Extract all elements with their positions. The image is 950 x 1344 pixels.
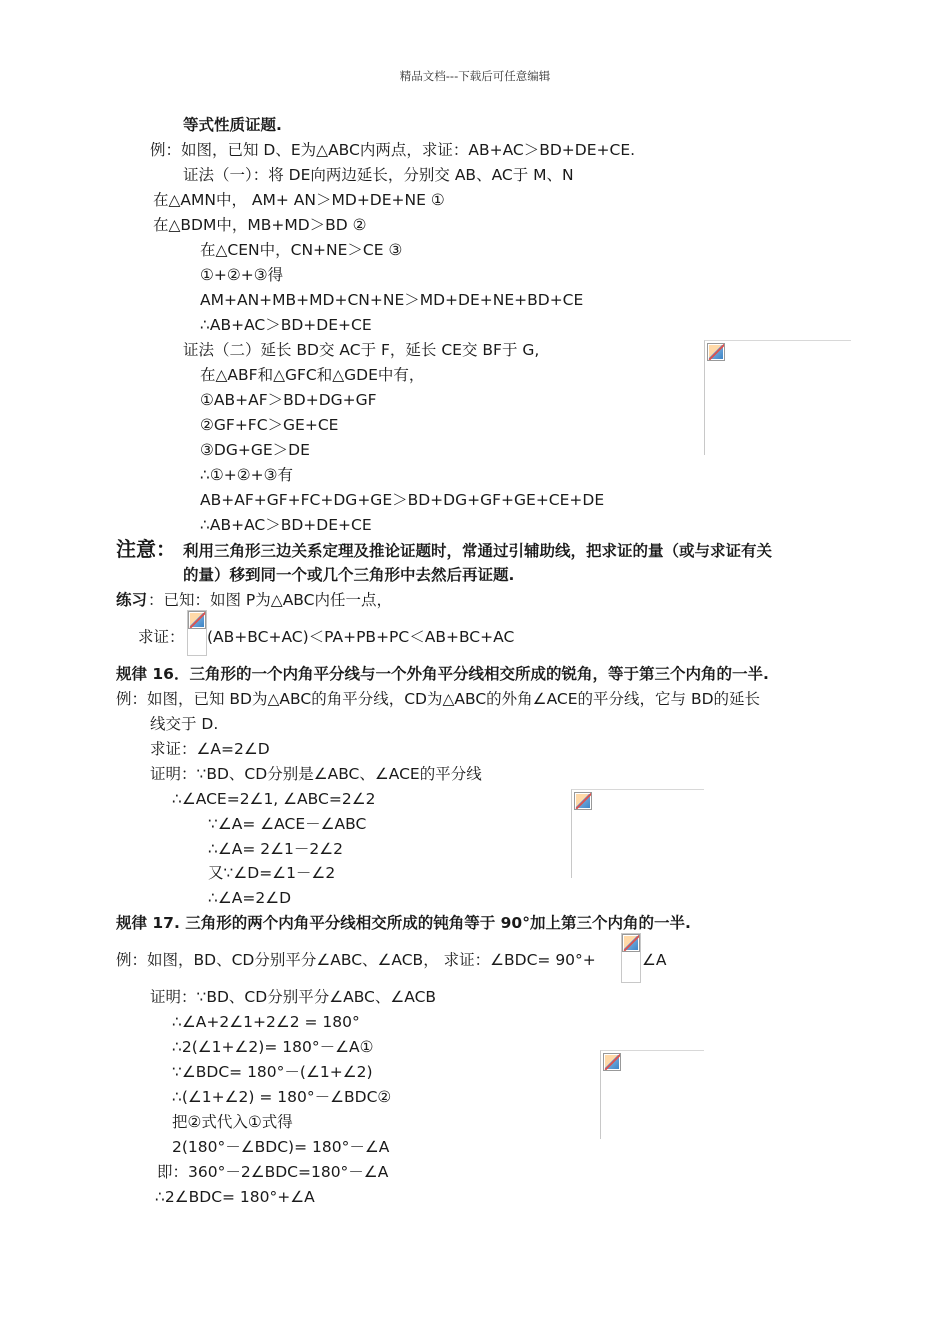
text-line: 利用三角形三边关系定理及推论证题时，常通过引辅助线，把求证的量（或与求证有关 (183, 542, 773, 560)
broken-image-icon (188, 611, 206, 629)
text-line: 在△ABF和△GFC和△GDE中有， (200, 366, 425, 384)
text-line: ∠A (642, 951, 667, 969)
text-line: 在△CEN中，CN+NE＞CE ③ (200, 241, 403, 259)
text-line: ∵∠BDC= 180°－(∠1+∠2) (172, 1063, 373, 1081)
broken-image-icon (707, 343, 725, 361)
text-line: ∴AB+AC＞BD+DE+CE (200, 516, 372, 534)
text-line: ∵∠A= ∠ACE－∠ABC (208, 815, 367, 833)
text-line: ①+②+③得 (200, 266, 284, 284)
text-line: 证明：∵BD、CD分别是∠ABC、∠ACE的平分线 (150, 765, 482, 783)
text-line: ∴∠A=2∠D (208, 889, 292, 907)
text-line: ∴∠ACE=2∠1, ∠ABC=2∠2 (172, 790, 376, 808)
text-line: 求证：∠A=2∠D (150, 740, 270, 758)
text-line: 证法（二）延长 BD交 AC于 F，延长 CE交 BF于 G, (183, 341, 540, 359)
text-line: 的量）移到同一个或几个三角形中去然后再证题. (183, 566, 515, 584)
figure-placeholder-2 (187, 610, 207, 656)
text-line: 又∵∠D=∠1－∠2 (208, 864, 336, 882)
text-line: 注意： (116, 537, 176, 561)
page-header: 精品文档---下载后可任意编辑 (399, 69, 551, 83)
figure-placeholder-5 (600, 1050, 704, 1139)
text-line: (AB+BC+AC)＜PA+PB+PC＜AB+BC+AC (207, 628, 515, 646)
text-line: AM+AN+MB+MD+CN+NE＞MD+DE+NE+BD+CE (200, 291, 584, 309)
text-line: 即：360°－2∠BDC=180°－∠A (157, 1163, 389, 1181)
text-line: 2(180°－∠BDC)= 180°－∠A (172, 1138, 390, 1156)
text-line: ∴AB+AC＞BD+DE+CE (200, 316, 372, 334)
figure-placeholder-3 (571, 789, 704, 878)
text-line: ∴2(∠1+∠2)= 180°－∠A① (172, 1038, 374, 1056)
text-line: ②GF+FC＞GE+CE (200, 416, 339, 434)
text-line: ∴∠A= 2∠1－2∠2 (208, 840, 344, 858)
broken-image-icon (574, 792, 592, 810)
text-line: 把②式代入①式得 (172, 1113, 293, 1131)
text-line: 证明：∵BD、CD分别平分∠ABC、∠ACB (150, 988, 437, 1006)
text-line: ∴∠A+2∠1+2∠2 = 180° (172, 1013, 360, 1031)
text-line: 例：如图，BD、CD分别平分∠ABC、∠ACB， 求证：∠BDC= 90°+ (116, 951, 596, 969)
text-line: ①AB+AF＞BD+DG+GF (200, 391, 377, 409)
text-line: 等式性质证题. (183, 116, 282, 134)
text-line: 在△AMN中， AM+ AN＞MD+DE+NE ① (153, 191, 445, 209)
text-line: ③DG+GE＞DE (200, 441, 310, 459)
text-line: 例：如图，已知 BD为△ABC的角平分线，CD为△ABC的外角∠ACE的平分线，它与 BD的延长 (116, 690, 761, 708)
text-line: 规律 17. 三角形的两个内角平分线相交所成的钝角等于 90°加上第三个内角的一半. (116, 914, 691, 932)
text-line: ∴①+②+③有 (200, 466, 294, 484)
broken-image-icon (622, 934, 640, 952)
figure-placeholder-4 (621, 933, 641, 983)
text-line: ：已知：如图 P为△ABC内任一点， (148, 591, 392, 609)
text-line: ∴2∠BDC= 180°+∠A (155, 1188, 315, 1206)
text-line: ∴(∠1+∠2) = 180°－∠BDC② (172, 1088, 392, 1106)
broken-image-icon (603, 1053, 621, 1071)
text-line: 求证： (138, 628, 185, 646)
text-line: 证法（一）：将 DE向两边延长，分别交 AB、AC于 M、N (183, 166, 574, 184)
text-line: 练习 (116, 591, 148, 609)
figure-placeholder-1 (704, 340, 851, 455)
text-line: 线交于 D. (150, 715, 219, 733)
text-line: AB+AF+GF+FC+DG+GE＞BD+DG+GF+GE+CE+DE (200, 491, 605, 509)
text-line: 规律 16．三角形的一个内角平分线与一个外角平分线相交所成的锐角，等于第三个内角的一半. (116, 665, 769, 683)
text-line: 在△BDM中，MB+MD＞BD ② (153, 216, 367, 234)
text-line: 例：如图，已知 D、E为△ABC内两点，求证：AB+AC＞BD+DE+CE. (150, 141, 636, 159)
